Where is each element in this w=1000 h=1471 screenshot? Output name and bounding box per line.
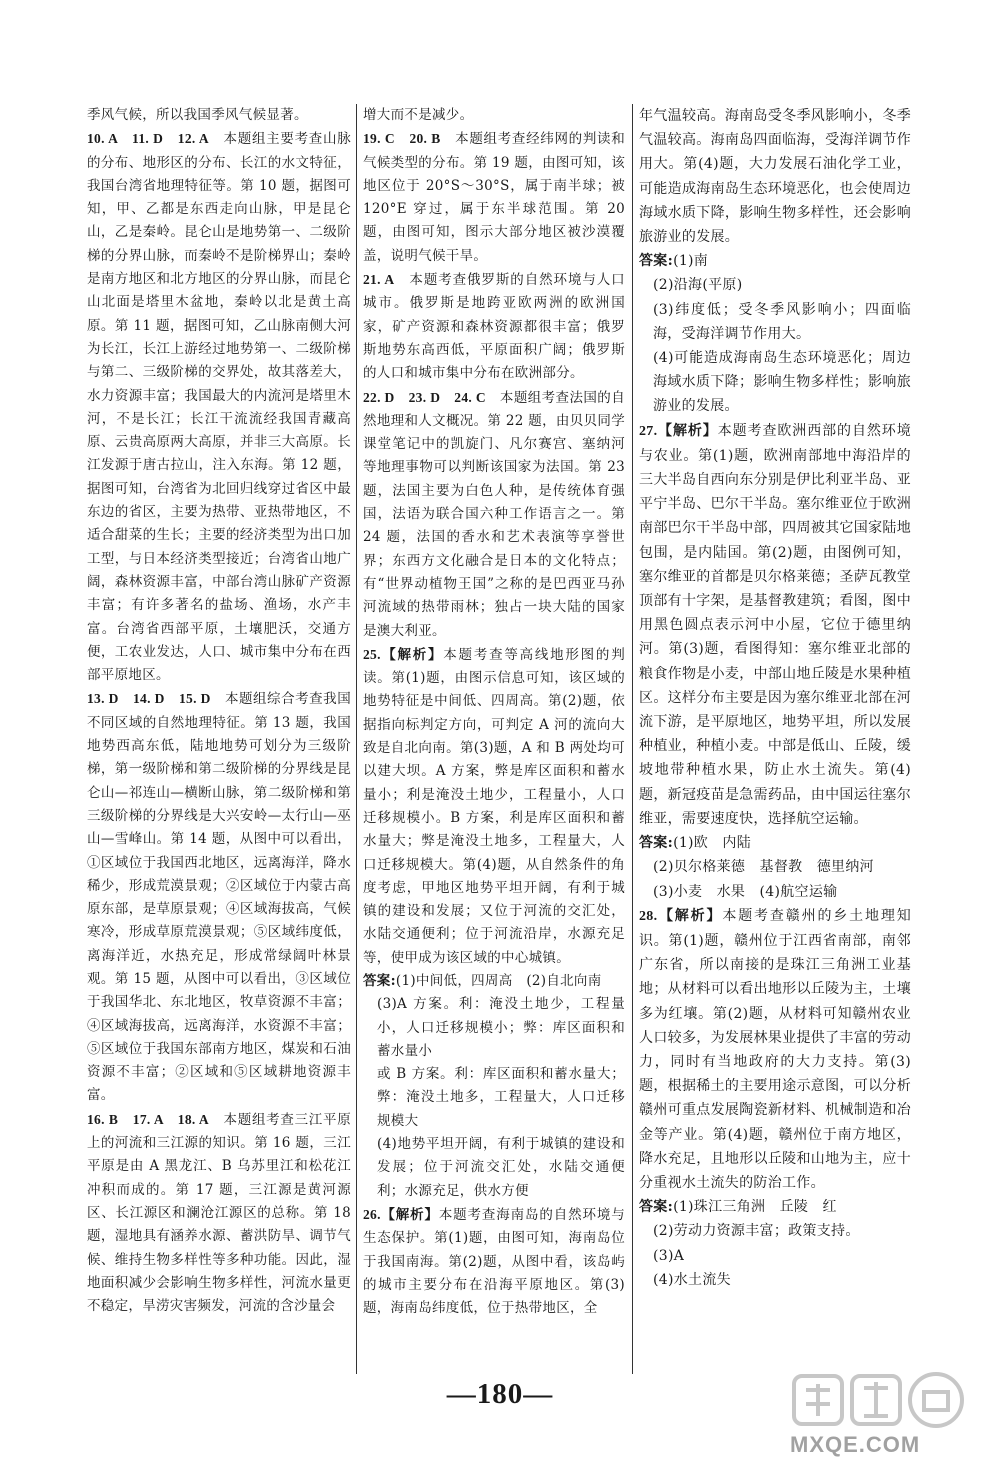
answer-paragraph xyxy=(363,104,625,127)
answer-paragraph xyxy=(363,386,630,643)
paragraph-text: 本题考查俄罗斯的自然环境与人口城市。俄罗斯是地跨亚欧两洲的欧洲国家，矿产资源和森林资源都很丰富；俄罗斯地势东高西低，平原面积广阔；俄罗斯的人口和城市集中分布在欧洲部分。 xyxy=(363,272,625,382)
paragraph-text: (3)A 方案。利：淹没土地少，工程量小，人口迁移规模小；弊：库区面积和蓄水量小 xyxy=(377,996,625,1059)
answer-paragraph xyxy=(87,687,351,1107)
paragraph-text: (1)南 xyxy=(673,253,709,270)
section-tag: 【解析】 xyxy=(380,646,444,663)
section-tag: 答案: xyxy=(639,253,674,270)
question-number: 25. xyxy=(363,646,381,662)
answer-paragraph xyxy=(363,970,625,993)
section-tag: 【解析】 xyxy=(657,907,723,924)
answer-paragraph xyxy=(639,1195,911,1219)
paragraph-text: (2)劳动力资源丰富；政策支持。 xyxy=(653,1223,860,1240)
paragraph-text: 本题组考查经纬网的判读和气候类型的分布。第 19 题，由图可知，该地区位于 20°S～30°S，属于南半球；被 120°E 穿过，属于东半球范围。第 20 题，由图可知，图示大部分地区被沙漠覆盖，说明气候干旱。 xyxy=(363,131,630,264)
section-tag: 答案: xyxy=(639,1199,674,1216)
paragraph-text: (4)可能造成海南岛生态环境恶化；周边海域水质下降；影响生物多样性；影响旅游业的发展。 xyxy=(653,350,911,415)
question-number: 22. D 23. D 24. C xyxy=(363,389,486,405)
paragraph-text: (3)A xyxy=(653,1247,685,1264)
paragraph-text: 本题考查赣州的乡土地理知识。第(1)题，赣州位于江西省南部，南邻广东省，所以南接的是珠江三角洲工业基地；从材料可以看出地形以丘陵为主，土壤多为红壤。第(2)题，从材料可知赣州农业人口较多，为发展林果业提供了丰富的劳动力，同时有当地政府的大力支持。第(3)题，根据稀土的主要用途示意图，可以分析赣州可重点发展陶瓷新材料、机械制造和冶金等产业。第(4)题，赣州位于南方地区，降水充足，且地形以丘陵和山地为主，应十分重视水土流失的防治工作。 xyxy=(639,907,911,1191)
answer-paragraph xyxy=(639,855,911,879)
watermark-url: MXQE.COM xyxy=(790,1432,921,1457)
paragraph-text: 年气温较高。海南岛受冬季风影响小，冬季气温较高。海南岛四面临海，受海洋调节作用大。第(4)题，大力发展石油化学工业，可能造成海南岛生态环境恶化，也会使周边海域水质下降，影响生物多样性，还会影响旅游业的发展。 xyxy=(639,108,911,246)
answer-paragraph xyxy=(639,273,911,297)
answer-paragraph xyxy=(363,127,630,268)
question-number: 27. xyxy=(639,423,658,439)
section-tag: 【解析】 xyxy=(380,1206,439,1223)
paragraph-text: 或 B 方案。利：库区面积和蓄水量大；弊：淹没土地多，工程量大，人口迁移规模大 xyxy=(377,1066,625,1129)
paragraph-text: 本题考查等高线地形图的判读。第(1)题，由图示信息可知，该区域的地势特征是中间低、四周高。第(2)题，依据指向标判定方向，可判定 A 河的流向大致是自北向南。第(3)题，A 和 B 两处均可以建大坝。A 方案，弊是库区面积和蓄水量小；利是淹没土地少，工程量小，人口迁移规模小。B 方案，利是库区面积和蓄水量大；弊是淹没土地多，工程量大，人口迁移规模大。第(4)题，从自然条件的角度考虑，甲地区地势平坦开阔，有利于城镇的建设和发展；又位于河流的交汇处，水陆交通便利；位于河流沿岸，水源充足等，使甲成为该区域的中心城镇。 xyxy=(363,646,625,966)
column-middle xyxy=(363,104,630,1320)
answer-paragraph xyxy=(363,643,625,970)
column-right xyxy=(639,104,911,1292)
question-number: 13. D 14. D 15. D xyxy=(87,691,211,707)
answer-paragraph xyxy=(639,346,911,419)
paragraph-text: (4)水土流失 xyxy=(653,1271,731,1288)
answer-paragraph xyxy=(639,1244,911,1268)
answer-paragraph xyxy=(639,831,911,855)
paragraph-text: 季风气候，所以我国季风气候显著。 xyxy=(87,107,308,123)
answer-paragraph xyxy=(87,1108,356,1319)
paragraph-text: 本题组考查三江平原上的河流和三江源的知识。第 16 题，三江平原是由 A 黑龙江、B 乌苏里江和松花江冲积而成的。第 17 题，三江源是黄河源区、长江源区和澜沧江源区的总称。第 18 题，湿地具有涵养水源、蓄洪防旱、调节气候、维持生物多样性等多种功能。因此，湿地面积减少会影响生物多样性，河流水量更不稳定，旱涝灾害频发，河流的含沙量会 xyxy=(87,1111,356,1315)
page-number: —180— xyxy=(446,1378,554,1410)
section-tag: 【解析】 xyxy=(657,422,718,439)
question-number: 28. xyxy=(639,908,658,924)
answer-paragraph xyxy=(639,880,911,904)
paragraph-text: (2)贝尔格莱德 基督教 德里纳河 xyxy=(653,859,874,876)
paragraph-text: (3)小麦 水果 (4)航空运输 xyxy=(653,883,838,900)
answer-paragraph xyxy=(639,904,911,1195)
column-divider xyxy=(632,104,633,1374)
paragraph-text: 本题组主要考查山脉的分布、地形区的分布、长江的水文特征，我国台湾省地理特征等。第 10 题，据图可知，甲、乙都是东西走向山脉，甲是昆仑山，乙是秦岭。昆仑山是地势第一、二级阶梯的分界山脉，而秦岭不是阶梯界山；秦岭是南方地区和北方地区的分界山脉，而昆仑山北面是塔里木盆地，秦岭以北是黄土高原。第 11 题，据图可知，乙山脉南侧大河为长江，长江上游经过地势第一、二级阶梯与第二、三级阶梯的交界处，故其落差大，水力资源丰富；我国最大的内流河是塔里木河，不是长江；长江干流流经我国青藏高原、云贵高原两大高原，并非三大高原。长江发源于唐古拉山，注入东海。第 12 题，据图可知，台湾省为北回归线穿过省区中最东边的省区，主要为热带、亚热带地区，不适合甜菜的生长；主要的经济类型为出口加工型，与日本经济类型接近；台湾省山地广阔，森林资源丰富，中部台湾山脉矿产资源丰富；有许多著名的盐场、渔场，水产丰富。台湾省西部平原，土壤肥沃，交通方便，工农业发达，人口、城市集中分布在西部平原地区。 xyxy=(87,131,351,684)
paragraph-text: (2)沿海(平原) xyxy=(653,277,743,294)
paragraph-text: 本题组综合考查我国不同区域的自然地理特征。第 13 题，我国地势西高东低，陆地地势可划分为三级阶梯，第一级阶梯和第二级阶梯的分界线是昆仑山—祁连山—横断山脉，第二级阶梯和第三级阶梯的分界线是大兴安岭—太行山—巫山—雪峰山。第 14 题，从图中可以看出，①区域位于我国西北地区，远离海洋，降水稀少，形成荒漠景观；②区域位于内蒙古高原东部，是草原景观；④区域海拔高，气候寒冷，形成草原荒漠景观；⑤区域纬度低，离海洋近，水热充足，形成常绿阔叶林景观。第 15 题，从图中可以看出，③区域位于我国华北、东北地区，牧草资源不丰富；④区域海拔高，远离海洋，水资源不丰富；⑤区域位于我国东部南方地区，煤炭和石油资源不丰富；②区域和⑤区域耕地资源丰富。 xyxy=(87,691,351,1104)
answer-paragraph xyxy=(87,104,351,127)
question-number: 16. B 17. A 18. A xyxy=(87,1111,209,1127)
answer-paragraph xyxy=(639,1268,911,1292)
question-number: 19. C 20. B xyxy=(363,131,441,147)
paragraph-text: (4)地势平坦开阔，有利于城镇的建设和发展；位于河流交汇处，水陆交通便利；水源充足，供水方便 xyxy=(377,1136,625,1199)
section-tag: 答案: xyxy=(639,835,674,852)
answer-paragraph xyxy=(639,249,911,273)
column-left xyxy=(87,104,356,1318)
paragraph-text: 本题考查欧洲西部的自然环境与农业。第(1)题，欧洲南部地中海沿岸的三大半岛自西向东分别是伊比利亚半岛、亚平宁半岛、巴尔干半岛。塞尔维亚位于欧洲南部巴尔干半岛中部，四周被其它国家陆地包围，是内陆国。第(2)题，由图例可知，塞尔维亚的首都是贝尔格莱德；圣萨瓦教堂顶部有十字架，是基督教建筑；看图，图中用黑色圆点表示河中小屋，它位于德里纳河。第(3)题，看图得知：塞尔维亚北部的粮食作物是小麦，中部山地丘陵是水果种植区。这样分布主要是因为塞尔维亚北部在河流下游，是平原地区，地势平坦，所以发展种植业，种植小麦。中部是低山、丘陵，缓坡地带种植水果，防止水土流失。第(4)题，新冠疫苗是急需药品，由中国运往塞尔维亚，需要速度快，选择航空运输。 xyxy=(639,422,912,827)
paragraph-text: 本题组考查法国的自然地理和人文概况。第 22 题，由贝贝同学课堂笔记中的凯旋门、凡尔赛宫、塞纳河等地理事物可以判断该国家为法国。第 23 题，法国主要为白色人种，是传统体育强国，法语为联合国六种工作语言之一。第 24 题，法国的香水和艺术表演等享誉世界；东西方文化融合是日本的文化特点；有“世界动植物王国”之称的是巴西亚马孙河流域的热带雨林；独占一块大陆的国家是澳大利亚。 xyxy=(363,389,630,639)
column-divider xyxy=(356,104,357,1374)
paragraph-text: (1)珠江三角洲 丘陵 红 xyxy=(673,1199,837,1216)
paragraph-text: (1)欧 内陆 xyxy=(673,835,752,852)
paragraph-text: 本题考查海南岛的自然环境与生态保护。第(1)题，由图可知，海南岛位于我国南海。第(2)题，从图中看，该岛屿的城市主要分布在沿海平原地区。第(3)题，海南岛纬度低，位于热带地区，全 xyxy=(363,1206,625,1317)
question-number: 26. xyxy=(363,1206,381,1222)
question-number: 21. A xyxy=(363,272,395,288)
answer-paragraph xyxy=(363,1203,625,1320)
paragraph-text: 增大而不是减少。 xyxy=(363,107,474,123)
paragraph-text: (1)中间低，四周高 (2)自北向南 xyxy=(395,972,602,989)
paragraph-text: (3)纬度低；受冬季风影响小；四面临海，受海洋调节作用大。 xyxy=(653,301,911,342)
answer-paragraph xyxy=(363,993,625,1063)
answer-paragraph xyxy=(639,298,911,346)
answer-paragraph xyxy=(363,1133,625,1203)
answer-paragraph xyxy=(639,1219,911,1243)
answer-paragraph xyxy=(639,104,911,249)
answer-paragraph xyxy=(639,419,911,831)
section-tag: 答案: xyxy=(363,972,396,989)
answer-paragraph xyxy=(363,268,625,385)
answer-paragraph xyxy=(87,127,351,687)
question-number: 10. A 11. D 12. A xyxy=(87,131,209,147)
answer-paragraph xyxy=(363,1063,625,1133)
